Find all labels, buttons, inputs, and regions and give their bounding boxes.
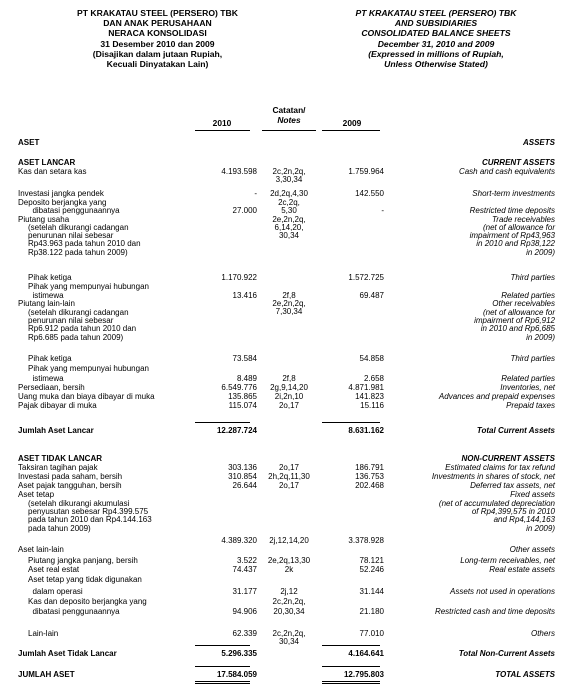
value-2009: 69.487 — [359, 291, 384, 300]
row-label-english: Others — [530, 629, 555, 638]
value-2010: 8.489 — [236, 374, 257, 383]
value-2009: 4.164.641 — [348, 649, 384, 658]
row-label: Aset pajak tangguhan, bersih — [18, 481, 122, 490]
row-label: Deposito berjangka yang — [18, 198, 107, 207]
value-2009: 54.858 — [359, 354, 384, 363]
row-notes: 2d,2q,4,30 — [270, 189, 308, 198]
value-2010: 12.287.724 — [216, 426, 257, 435]
row-notes: 2o,17 — [278, 463, 300, 472]
row-label: (setelah dikurangi cadangan penurunan nilai sebesar Rp6.912 pada tahun 2010 dan Rp6.685 pada tahun 2009) — [28, 308, 137, 342]
row-label-english: Inventories, net — [500, 383, 555, 392]
row-label: Jumlah Aset Lancar — [18, 426, 94, 435]
column-notes: Catatan/ Notes — [272, 105, 306, 125]
column-2009: 2009 — [342, 118, 362, 128]
row-notes: 2o,17 — [278, 481, 300, 490]
value-2010: 1.170.922 — [221, 273, 257, 282]
value-2009: 77.010 — [359, 629, 384, 638]
value-2009: 8.631.162 — [348, 426, 384, 435]
row-label: ASET TIDAK LANCAR — [18, 454, 102, 463]
row-label: Kas dan setara kas — [18, 167, 87, 176]
noncurrent-rule-2009 — [322, 645, 380, 646]
subtotal-rule-2009 — [322, 422, 380, 423]
value-2010: 303.136 — [228, 463, 257, 472]
header-right-line: December 31, 2010 and 2009 — [377, 38, 495, 49]
header-left-line: PT KRAKATAU STEEL (PERSERO) TBK — [77, 8, 238, 18]
value-2010: 17.584.059 — [216, 670, 257, 679]
header-left-line: (Disajikan dalam jutaan Rupiah, — [92, 48, 223, 59]
row-label-english: (net of allowance for impairment of Rp43,963 in 2010 and Rp38,122 in 2009) — [469, 223, 555, 257]
value-2009: 186.791 — [355, 463, 384, 472]
row-label-english: Related parties — [501, 374, 555, 383]
value-2010: - — [254, 189, 257, 198]
value-2009: 15.116 — [360, 401, 384, 410]
value-2010: 4.389.320 — [221, 536, 257, 545]
row-notes: 2f,8 — [282, 374, 296, 383]
row-label-english: (net of accumulated depreciation of Rp4,399,575 in 2010 and Rp4,144,163 in 2009) — [438, 499, 555, 533]
value-2010: 74.437 — [232, 565, 257, 574]
row-label: istimewa — [28, 374, 64, 383]
value-2009: 1.572.725 — [348, 273, 384, 282]
row-label-english: Third parties — [510, 354, 555, 363]
total-rule-2010 — [195, 666, 250, 667]
row-label: Aset tetap yang tidak digunakan — [28, 575, 142, 584]
value-2010: 6.549.776 — [221, 383, 257, 392]
row-notes: 2j,12 — [280, 587, 298, 596]
value-2010: 135.865 — [228, 392, 257, 401]
row-notes: 2c,2n,2q, — [272, 597, 306, 606]
row-label: dalam operasi — [28, 587, 83, 596]
header-indonesian — [55, 8, 260, 69]
row-label: Aset lain-lain — [18, 545, 64, 554]
row-label: Jumlah Aset Tidak Lancar — [18, 649, 117, 658]
header-right-line: PT KRAKATAU STEEL (PERSERO) TBK — [355, 8, 517, 18]
row-label: (setelah dikurangi akumulasi penyusutan sebesar Rp4.399.575 pada tahun 2010 dan Rp4.144.163 pada tahun 2009) — [28, 499, 152, 533]
row-label: Investasi jangka pendek — [18, 189, 104, 198]
header-english — [322, 8, 550, 69]
row-label-english: NON-CURRENT ASSETS — [461, 454, 555, 463]
value-2010: 4.193.598 — [221, 167, 257, 176]
row-label-english: Total Non-Current Assets — [458, 649, 555, 658]
row-label: Lain-lain — [28, 629, 59, 638]
value-2009: 3.378.928 — [348, 536, 384, 545]
column-2010: 2010 — [212, 118, 232, 128]
row-label: Taksiran tagihan pajak — [18, 463, 98, 472]
header-rule-2010 — [195, 130, 250, 131]
header-right-line: AND SUBSIDIARIES — [394, 18, 478, 29]
value-2009: 1.759.964 — [348, 167, 384, 176]
row-notes: 2o,17 — [278, 401, 300, 410]
header-right-line: CONSOLIDATED BALANCE SHEETS — [361, 28, 511, 39]
value-2010: 5.296.335 — [221, 649, 257, 658]
total-double-rule-2009 — [322, 681, 380, 682]
value-2009: 21.180 — [359, 607, 384, 616]
row-label-english: Short-term investments — [472, 189, 555, 198]
header-left-line: DAN ANAK PERUSAHAAN — [103, 18, 212, 29]
row-label-english: Assets not used in operations — [450, 587, 555, 596]
row-label: Pihak yang mempunyai hubungan — [28, 364, 149, 373]
row-label: Pihak ketiga — [28, 354, 72, 363]
value-2009: 52.246 — [359, 565, 384, 574]
row-label: Pihak yang mempunyai hubungan — [28, 282, 149, 291]
row-label-english: Prepaid taxes — [506, 401, 555, 410]
value-2009: - — [381, 206, 384, 215]
row-notes: 2c,2n,2q, 3,30,34 — [272, 167, 306, 185]
value-2010: 310.854 — [228, 472, 257, 481]
row-label: Piutang jangka panjang, bersih — [28, 556, 138, 565]
total-rule-2009 — [322, 666, 380, 667]
row-label-english: (net of allowance for impairment of Rp6,912 in 2010 and Rp6,685 in 2009) — [474, 308, 555, 342]
row-notes: 2k — [284, 565, 294, 574]
row-label: istimewa — [28, 291, 64, 300]
row-notes: 2c,2q, — [278, 198, 300, 207]
value-2010: 73.584 — [232, 354, 257, 363]
row-label-english: Estimated claims for tax refund — [445, 463, 555, 472]
row-notes: 2f,8 2e,2n,2q, 7,30,34 — [272, 291, 306, 317]
row-label-english: ASSETS — [522, 138, 555, 147]
value-2010: 31.177 — [232, 587, 257, 596]
row-notes: 2c,2n,2q, 30,34 — [272, 629, 306, 647]
row-label: Pajak dibayar di muka — [18, 401, 97, 410]
value-2009: 141.823 — [355, 392, 384, 401]
row-notes: 2h,2q,11,30 — [268, 472, 310, 481]
row-label-english: Advances and prepaid expenses — [438, 392, 555, 401]
row-label: ASET — [18, 138, 40, 147]
row-label-english: Total Current Assets — [476, 426, 555, 435]
row-notes: 2e,2n,2q, 6,14,20, 30,34 — [272, 215, 306, 241]
row-notes: 2j,12,14,20 — [269, 536, 309, 545]
row-label: Investasi pada saham, bersih — [18, 472, 123, 481]
row-label: JUMLAH ASET — [18, 670, 75, 679]
row-label-english: Third parties — [510, 273, 555, 282]
header-right-line: (Expressed in millions of Rupiah, — [368, 48, 504, 59]
row-notes: 2e,2q,13,30 — [267, 556, 311, 565]
value-2009: 4.871.981 — [348, 383, 384, 392]
header-rule-2009 — [322, 130, 380, 131]
subtotal-rule-2010 — [195, 422, 250, 423]
value-2010: 26.644 — [232, 481, 257, 490]
header-left-line: 31 Desember 2010 dan 2009 — [100, 38, 215, 49]
row-label: ASET LANCAR — [18, 158, 76, 167]
row-notes: 2g,9,14,20 — [270, 383, 308, 392]
row-label-english: Restricted cash and time deposits — [434, 607, 555, 616]
total-double-rule-2009b — [322, 683, 380, 684]
row-label-english: CURRENT ASSETS — [481, 158, 555, 167]
row-label: Piutang usaha — [18, 215, 70, 224]
row-label: dibatasi penggunaannya — [28, 206, 120, 215]
value-2009: 2.658 — [363, 374, 384, 383]
value-2009: 142.550 — [355, 189, 384, 198]
value-2010: 115.074 — [228, 401, 257, 410]
value-2009: 136.753 — [355, 472, 384, 481]
row-label-english: Other assets — [509, 545, 555, 554]
row-notes: 5,30 — [281, 206, 297, 215]
row-notes: 20,30,34 — [273, 607, 305, 616]
value-2010: 3.522 — [236, 556, 257, 565]
row-label-english: Other receivables — [492, 299, 555, 308]
row-label: Aset tetap — [18, 490, 55, 499]
row-label: (setelah dikurangi cadangan penurunan nilai sebesar Rp43.963 pada tahun 2010 dan Rp38.122 pada tahun 2009) — [28, 223, 141, 257]
value-2010: 94.906 — [232, 607, 257, 616]
row-label: Uang muka dan biaya dibayar di muka — [18, 392, 155, 401]
total-double-rule-2010 — [195, 681, 250, 682]
total-double-rule-2010b — [195, 683, 250, 684]
row-label-english: Trade receivables — [492, 215, 555, 224]
row-label-english: TOTAL ASSETS — [495, 670, 555, 679]
row-label-english: Cash and cash equivalents — [458, 167, 555, 176]
value-2010: 13.416 — [232, 291, 257, 300]
header-left-line: NERACA KONSOLIDASI — [108, 28, 207, 39]
value-2009: 78.121 — [359, 556, 384, 565]
header-left-line: Kecuali Dinyatakan Lain) — [106, 59, 209, 70]
row-label: Aset real estat — [28, 565, 80, 574]
row-label-english: Fixed assets — [510, 490, 555, 499]
row-label-english: Restricted time deposits — [469, 206, 555, 215]
row-label-english: Long-term receivables, net — [460, 556, 555, 565]
value-2010: 62.339 — [232, 629, 257, 638]
noncurrent-rule-2010 — [195, 645, 250, 646]
row-label-english: Real estate assets — [489, 565, 555, 574]
row-label: Pihak ketiga — [28, 273, 72, 282]
row-label: Kas dan deposito berjangka yang — [28, 597, 147, 606]
row-label: Persediaan, bersih — [18, 383, 85, 392]
header-rule-notes — [262, 130, 316, 131]
value-2009: 31.144 — [359, 587, 384, 596]
row-label: dibatasi penggunaannya — [28, 607, 120, 616]
value-2009: 12.795.803 — [343, 670, 384, 679]
row-label-english: Deferred tax assets, net — [470, 481, 555, 490]
row-notes: 2i,2n,10 — [274, 392, 304, 401]
value-2009: 202.468 — [355, 481, 384, 490]
row-label: Piutang lain-lain — [18, 299, 75, 308]
row-label-english: Related parties — [501, 291, 555, 300]
row-label-english: Investments in shares of stock, net — [431, 472, 555, 481]
header-right-line: Unless Otherwise Stated) — [384, 59, 488, 70]
value-2010: 27.000 — [232, 206, 257, 215]
